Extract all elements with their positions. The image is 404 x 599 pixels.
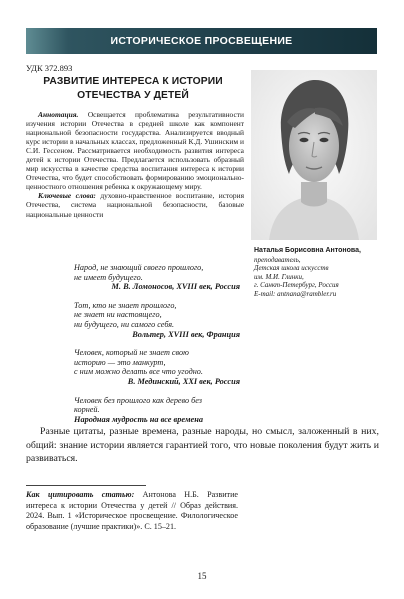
page-number: 15 <box>197 571 207 581</box>
epigraph <box>74 263 240 292</box>
author-org-line1: Детская школа искусств <box>254 264 329 273</box>
author-photo <box>251 70 377 240</box>
epigraph-source: В. Мединский, XXI век, Россия <box>127 376 240 386</box>
citation-text: Антонова Н.Б. Развитие интереса к истории Отечества у детей // Образ действия. 2024. Вып. 1 «Историческое просвещение. Филологическое образование (лучшие практики)». С. 15–21. <box>26 490 238 531</box>
epigraph <box>74 396 240 425</box>
epigraph-source: Вольтер, XVIII век, Франция <box>132 329 240 339</box>
epigraph-line: Народ, не знающий своего прошлого, <box>74 263 204 272</box>
author-email: E-mail: antnana@rambler.ru <box>254 289 337 298</box>
abstract-block <box>26 110 244 219</box>
keywords-text: духовно-нравственное воспитание, история Отечества, система национальной безопасности, базовые национальные ценности <box>26 191 244 219</box>
epigraph-line: Человек без прошлого как дерево без <box>74 395 202 405</box>
epigraph-line: с ним можно делать все что угодно. <box>74 367 203 377</box>
citation-divider <box>26 485 146 486</box>
epigraph-source: Народная мудрость на все времена <box>74 414 203 424</box>
epigraph-line: не знает ни настоящего, <box>74 310 162 320</box>
citation-block <box>26 490 238 532</box>
epigraph-line: корней. <box>74 405 100 415</box>
epigraph-line: ни будущего, ни самого себя. <box>74 319 175 329</box>
epigraph <box>74 348 240 386</box>
keywords-paragraph <box>26 191 244 218</box>
epigraphs <box>74 263 240 433</box>
epigraph-line: Тот, кто не знает прошлого, <box>74 300 177 310</box>
author-name: Наталья Борисовна Антонова, <box>254 247 361 254</box>
author-portrait-image <box>251 70 377 240</box>
section-header-bar <box>26 28 377 54</box>
article-title: РАЗВИТИЕ ИНТЕРЕСА К ИСТОРИИ ОТЕЧЕСТВА У ДЕТЕЙ <box>43 76 223 101</box>
body-paragraph: Разные цитаты, разные времена, разные народы, но смысл, заложенный в них, общий: знание истории является гарантией того, что новые поколения будут жить и развиваться. <box>26 426 379 465</box>
keywords-label: Ключевые слова: <box>38 191 96 201</box>
epigraph-source: М. В. Ломоносов, XVIII век, Россия <box>111 282 240 292</box>
author-position: преподаватель, <box>254 255 301 264</box>
author-org-line2: им. М.И. Глинки, <box>254 272 304 281</box>
abstract-text: Освещается проблематика результативности изучения истории Отечества в средней школе как компонент национальной безопасности государства. Анализируется вводный курс истории в начальных классах, предложенный К.Д. Ушинским и С.И. Гессеном. Рассматривается необходимость развития интереса детей к истории Отечества. Предлагается использовать образный мир искусства в качестве средства воспитания интереса к истории Отечества, что будет способствовать формированию эмоционально-ценностного отношения ребенка к окружающему миру. <box>26 110 244 192</box>
abstract-label: Аннотация. <box>38 110 79 119</box>
author-info <box>254 247 380 299</box>
udc-code: УДК 372.893 <box>26 63 73 73</box>
author-city: г. Санкт-Петербург, Россия <box>254 281 339 290</box>
epigraph-line: историю — это манкурт, <box>74 357 166 367</box>
body-text <box>26 425 379 466</box>
epigraph <box>74 301 240 339</box>
section-title: ИСТОРИЧЕСКОЕ ПРОСВЕЩЕНИЕ <box>110 35 293 47</box>
epigraph-line: не имеет будущего. <box>74 272 143 282</box>
citation-label: Как цитировать статью: <box>26 490 135 499</box>
abstract-paragraph <box>26 110 244 191</box>
epigraph-line: Человек, который не знает свою <box>74 348 189 358</box>
